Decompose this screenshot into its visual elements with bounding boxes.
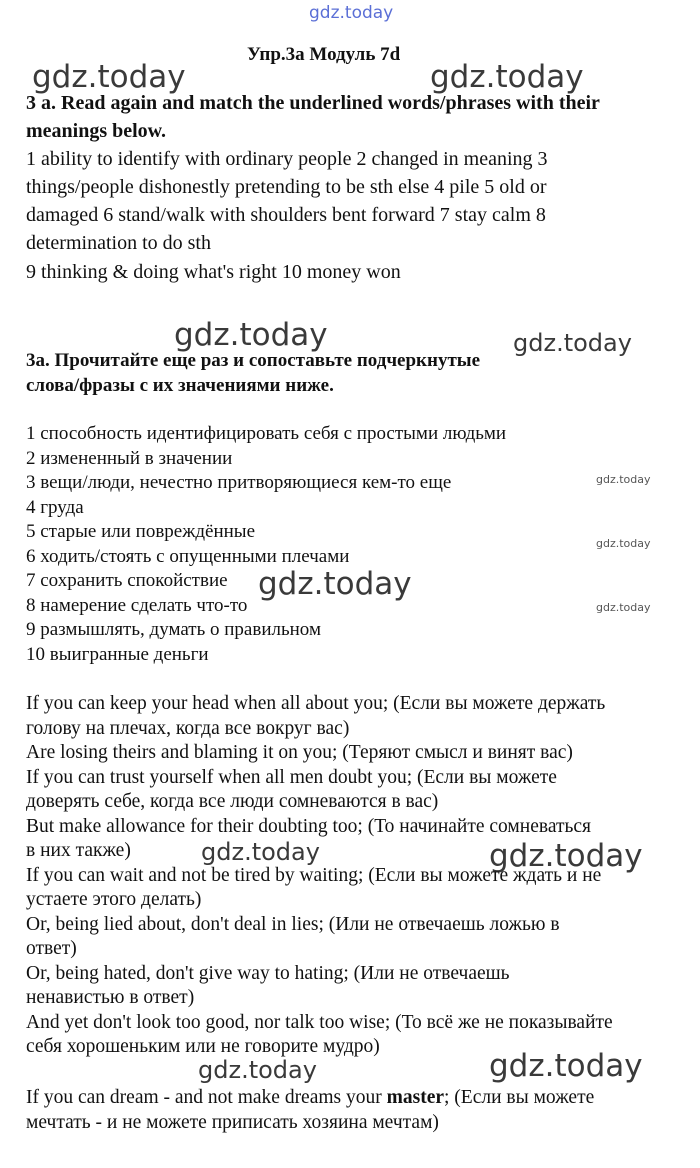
exercise-heading-en-2: meanings below. <box>26 120 167 142</box>
poem-line: мечтать - и не можете приписать хозяина мечтам) <box>26 1112 439 1133</box>
meanings-line: determination to do sth <box>26 232 211 254</box>
watermark: gdz.today <box>489 1048 643 1084</box>
meanings-line: 1 ability to identify with ordinary people 2 changed in meaning 3 <box>26 148 548 170</box>
poem-line: And yet don't look too good, nor talk too wise; (То всё же не показывайте <box>26 1012 613 1033</box>
watermark: gdz.today <box>174 317 328 353</box>
meanings-line: damaged 6 stand/walk with shoulders bent forward 7 stay calm 8 <box>26 204 546 226</box>
poem-line: If you can keep your head when all about you; (Если вы можете держать <box>26 693 606 714</box>
poem-line: доверять себе, когда все люди сомневаются в вас) <box>26 791 439 812</box>
list-item: 8 намерение сделать что-то <box>26 595 248 616</box>
poem-line: ответ) <box>26 938 77 959</box>
poem-line-text: ; (Если вы можете <box>444 1087 595 1108</box>
poem-line: в них также) <box>26 840 131 861</box>
watermark-top: gdz.today <box>309 3 394 23</box>
watermark: gdz.today <box>201 838 320 866</box>
poem-line: себя хорошеньким или не говорите мудро) <box>26 1036 380 1057</box>
watermark: gdz.today <box>258 566 412 602</box>
exercise-heading-ru-2: слова/фразы с их значениями ниже. <box>26 375 334 396</box>
poem-line: But make allowance for their doubting too; (То начинайте сомневаться <box>26 816 592 837</box>
poem-line: Are losing theirs and blaming it on you; (Теряют смысл и винят вас) <box>26 742 573 763</box>
list-item: 4 груда <box>26 497 84 518</box>
watermark: gdz.today <box>596 473 651 486</box>
poem-line: голову на плечах, когда все вокруг вас) <box>26 718 350 739</box>
watermark: gdz.today <box>198 1056 317 1084</box>
poem-line: ненавистью в ответ) <box>26 987 195 1008</box>
watermark: gdz.today <box>32 59 186 95</box>
poem-line: Or, being lied about, don't deal in lies; (Или не отвечаешь ложью в <box>26 914 560 935</box>
watermark: gdz.today <box>513 329 632 357</box>
list-item: 2 измененный в значении <box>26 448 233 469</box>
list-item: 9 размышлять, думать о правильном <box>26 619 321 640</box>
watermark: gdz.today <box>430 59 584 95</box>
watermark: gdz.today <box>596 601 651 614</box>
list-item: 3 вещи/люди, нечестно притворяющиеся кем-то еще <box>26 472 452 493</box>
meanings-line: things/people dishonestly pretending to be sth else 4 pile 5 old or <box>26 176 547 198</box>
meanings-line: 9 thinking & doing what's right 10 money won <box>26 261 401 283</box>
exercise-heading-en: 3 a. Read again and match the underlined words/phrases with their <box>26 92 600 114</box>
poem-line: If you can trust yourself when all men doubt you; (Если вы можете <box>26 767 557 788</box>
list-item: 1 способность идентифицировать себя с простыми людьми <box>26 423 507 444</box>
list-item: 10 выигранные деньги <box>26 644 209 665</box>
poem-bold-word: master <box>386 1087 445 1108</box>
list-item: 7 сохранить спокойствие <box>26 570 228 591</box>
exercise-heading-ru: 3a. Прочитайте еще раз и сопоставьте подчеркнутые <box>26 350 481 371</box>
list-item: 5 старые или повреждённые <box>26 521 256 542</box>
poem-line-text: If you can dream - and not make dreams your <box>26 1087 387 1108</box>
poem-line: Or, being hated, don't give way to hating; (Или не отвечаешь <box>26 963 510 984</box>
page-title: Упр.3a Модуль 7d <box>247 44 401 65</box>
poem-line: устаете этого делать) <box>26 889 202 910</box>
watermark: gdz.today <box>489 838 643 874</box>
poem-line <box>26 1086 594 1111</box>
list-item: 6 ходить/стоять с опущенными плечами <box>26 546 350 567</box>
poem-line: If you can wait and not be tired by waiting; (Если вы можете ждать и не <box>26 865 602 886</box>
watermark: gdz.today <box>596 537 651 550</box>
